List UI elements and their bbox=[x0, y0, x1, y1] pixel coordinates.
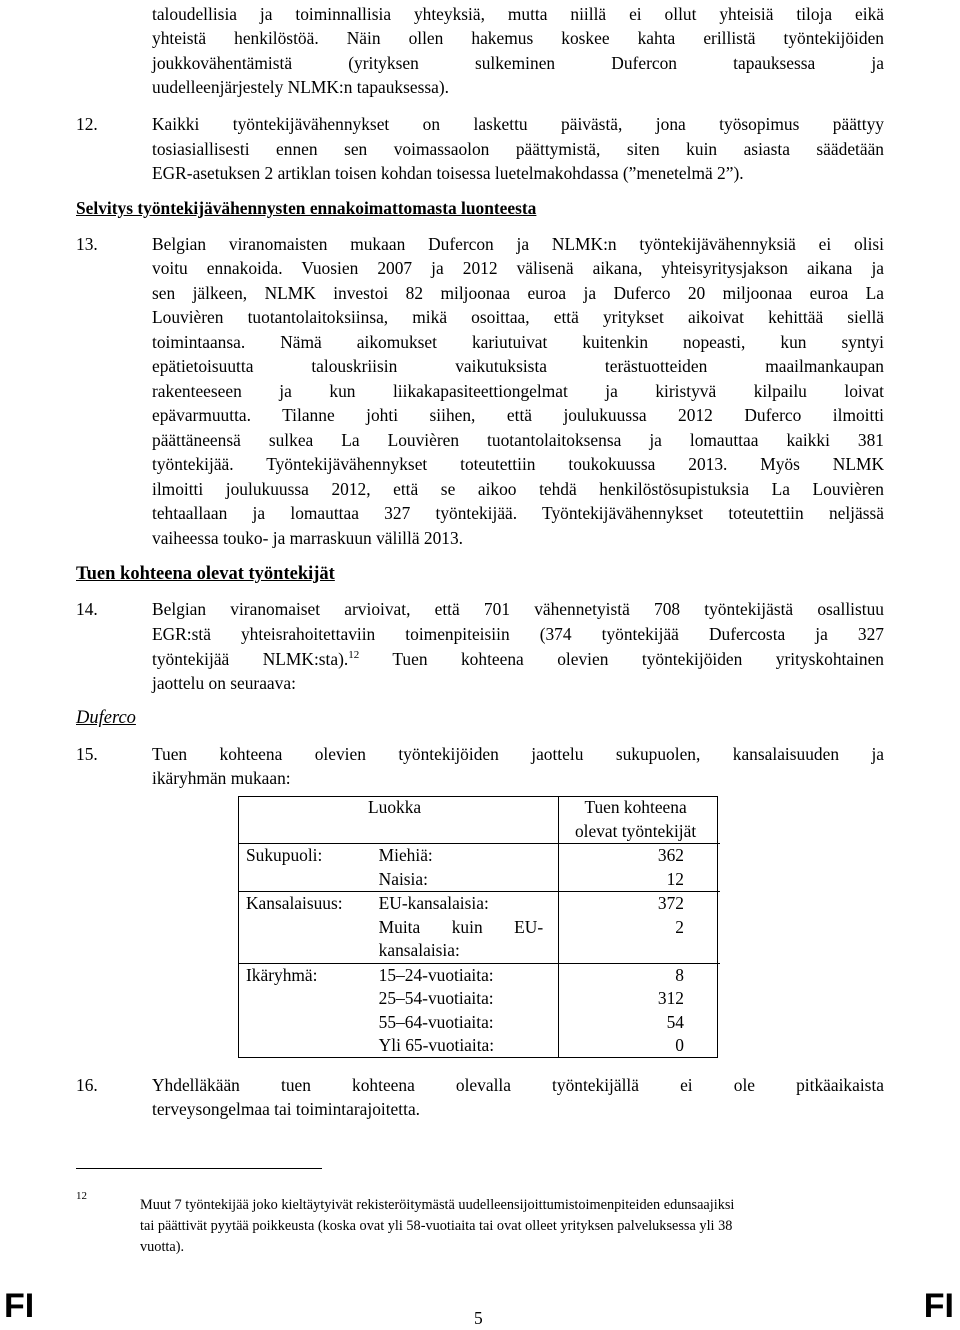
footnote-text: vuotta). bbox=[140, 1239, 185, 1255]
row-label: EU-kansalaisia: bbox=[371, 892, 552, 916]
table-row bbox=[238, 844, 720, 868]
text-line: Yhdelläkään tuen kohteena olevalla työntekijällä ei ole pitkäaikaista bbox=[152, 1075, 884, 1095]
company-subheading: Duferco bbox=[76, 708, 136, 728]
row-value: 372 bbox=[551, 892, 720, 916]
table-column-divider bbox=[558, 796, 559, 1058]
paragraph-number: 16. bbox=[76, 1075, 98, 1095]
paragraph-number: 12. bbox=[76, 114, 98, 134]
table-row bbox=[238, 963, 720, 987]
text-line: Belgian viranomaiset arvioivat, että 701 vähennetyistä 708 työntekijästä osallistuu bbox=[152, 599, 884, 619]
footnote-mark: 12 bbox=[76, 1190, 87, 1202]
text-line: päättäneensä sulkea La Louvièren tuotantolaitoksensa ja lomauttaa kaikki 381 bbox=[152, 430, 884, 450]
table-row bbox=[238, 939, 720, 963]
footnote-text: tai päättivät pyytää poikkeusta (koska ovat yli 58-vuotiaita tai ovat olleet yrityksen palveluksessa yli 38 bbox=[140, 1218, 733, 1234]
row-label: 55–64-vuotiaita: bbox=[378, 1011, 494, 1032]
row-value: 362 bbox=[551, 844, 720, 868]
text-segment: työntekijää NLMK:sta). bbox=[152, 649, 349, 669]
paragraph-number: 13. bbox=[76, 234, 98, 254]
text-line: yhteistä henkilöstöä. Näin ollen hakemus koskee kahta erillistä työntekijöiden bbox=[152, 28, 884, 48]
footnote-text: Muut 7 työntekijää joko kieltäytyivät rekisteröitymästä uudelleensijoittumistoimenpiteiden edunsaajiksi bbox=[140, 1197, 735, 1213]
group-label: Ikäryhmä: bbox=[238, 963, 371, 987]
text-line: tehtaallaan ja lomauttaa 327 työntekijää. Työntekijävähennykset toteutettiin neljässä bbox=[152, 503, 884, 523]
row-label: kansalaisia: bbox=[378, 940, 460, 960]
row-value: 0 bbox=[675, 1035, 684, 1055]
text-line: rakenteeseen ja kun liikakapasiteettiongelmat ja kiristyvä kilpailu loivat bbox=[152, 381, 884, 401]
row-label: 25–54-vuotiaita: bbox=[378, 988, 494, 1008]
language-code-left: FI bbox=[4, 1287, 35, 1325]
row-value bbox=[551, 939, 720, 963]
text-line: jaottelu on seuraava: bbox=[152, 673, 296, 693]
header-count-line: olevat työntekijät bbox=[574, 820, 697, 841]
row-value: 54 bbox=[666, 1011, 684, 1032]
table-row bbox=[238, 1011, 720, 1035]
text-line: Belgian viranomaisten mukaan Dufercon ja NLMK:n työntekijävähennyksiä ei olisi bbox=[152, 234, 884, 254]
row-value: 312 bbox=[657, 988, 684, 1008]
language-code-right: FI bbox=[923, 1287, 954, 1325]
text-line: sen jälkeen, NLMK investoi 82 miljoonaa euroa ja Duferco 20 miljoonaa euroa La bbox=[152, 283, 884, 303]
text-line: epätietoisuutta talouskriisin vaikutuksista terästuotteiden maailmankaupan bbox=[152, 356, 884, 376]
text-line: Louvièren tuotantolaitoksiinsa, mikä osoittaa, että yritykset aikoivat kehittää siellä bbox=[152, 307, 884, 327]
text-line: tosiasiallisesti ennen sen voimassaolon päättymistä, siten kuin asiasta säädetään bbox=[152, 139, 884, 159]
text-line: uudelleenjärjestely NLMK:n tapauksessa). bbox=[152, 77, 449, 97]
text-line: vaiheessa touko- ja marraskuun välillä 2013. bbox=[152, 528, 464, 548]
header-category: Luokka bbox=[368, 797, 422, 817]
table-row bbox=[238, 1034, 720, 1058]
group-label: Kansalaisuus: bbox=[238, 892, 371, 916]
group-label: Sukupuoli: bbox=[238, 844, 371, 868]
text-line: ikäryhmän mukaan: bbox=[152, 768, 291, 788]
workers-breakdown-table bbox=[238, 796, 720, 1058]
row-value: 8 bbox=[551, 963, 720, 987]
text-line: työntekijää. Työntekijävähennykset toteutettiin toukokuussa 2013. Myös NLMK bbox=[152, 454, 884, 474]
text-line: EGR:stä yhteisrahoitettaviin toimenpiteisiin (374 työntekijää Dufercosta ja 327 bbox=[152, 624, 884, 644]
table-row bbox=[238, 987, 720, 1011]
text-line: joukkovähentämistä (yrityksen sulkeminen Dufercon tapauksessa ja bbox=[152, 53, 884, 73]
text-line: ilmoitti joulukuussa 2012, että se aikoo tehdä henkilöstösupistuksia La Louvièren bbox=[152, 479, 884, 499]
row-value: 2 bbox=[675, 916, 684, 937]
row-label: 15–24-vuotiaita: bbox=[371, 963, 552, 987]
row-label: Muita kuin EU- bbox=[378, 916, 544, 937]
row-label: Miehiä: bbox=[371, 844, 552, 868]
paragraph-number: 14. bbox=[76, 599, 98, 619]
text-line: epävarmuutta. Tilanne johti siihen, että joulukuussa 2012 Duferco ilmoitti bbox=[152, 405, 884, 425]
section-heading: Selvitys työntekijävähennysten ennakoimattomasta luonteesta bbox=[76, 198, 537, 218]
table-row bbox=[238, 892, 720, 916]
text-line: Kaikki työntekijävähennykset on laskettu päivästä, jona työsopimus päättyy bbox=[152, 114, 884, 134]
text-line: EGR-asetuksen 2 artiklan toisen kohdan toisessa luetelmakohdassa (”menetelmä 2”). bbox=[152, 163, 744, 183]
page-number: 5 bbox=[474, 1308, 483, 1328]
table-row bbox=[238, 916, 720, 940]
text-line: terveysongelmaa tai toimintarajoitetta. bbox=[152, 1099, 421, 1119]
text-line bbox=[152, 647, 884, 671]
row-label: Naisia: bbox=[378, 868, 428, 889]
footnote-divider bbox=[76, 1168, 322, 1169]
text-line: taloudellisia ja toiminnallisia yhteyksiä, mutta niillä ei ollut yhteisiä tiloja eikä bbox=[152, 4, 884, 24]
text-line: voitu ennakoida. Vuosien 2007 ja 2012 välisenä aikana, yhteisyritysjakson aikana ja bbox=[152, 258, 884, 278]
table-row bbox=[238, 868, 720, 892]
text-segment: Tuen kohteena olevien työntekijöiden yrityskohtainen bbox=[359, 649, 885, 669]
header-count-line: Tuen kohteena bbox=[584, 797, 687, 817]
table-header-row bbox=[238, 796, 720, 844]
row-value: 12 bbox=[666, 868, 684, 889]
header-count bbox=[551, 796, 720, 844]
section-heading: Tuen kohteena olevat työntekijät bbox=[76, 564, 335, 584]
row-label: Yli 65-vuotiaita: bbox=[378, 1035, 495, 1055]
footnote-reference[interactable]: 12 bbox=[348, 649, 360, 661]
paragraph-number: 15. bbox=[76, 744, 98, 764]
text-line: Tuen kohteena olevien työntekijöiden jaottelu sukupuolen, kansalaisuuden ja bbox=[152, 744, 884, 764]
text-line: toimintaansa. Nämä aikomukset kariutuivat kuitenkin nopeasti, kun syntyi bbox=[152, 332, 884, 352]
